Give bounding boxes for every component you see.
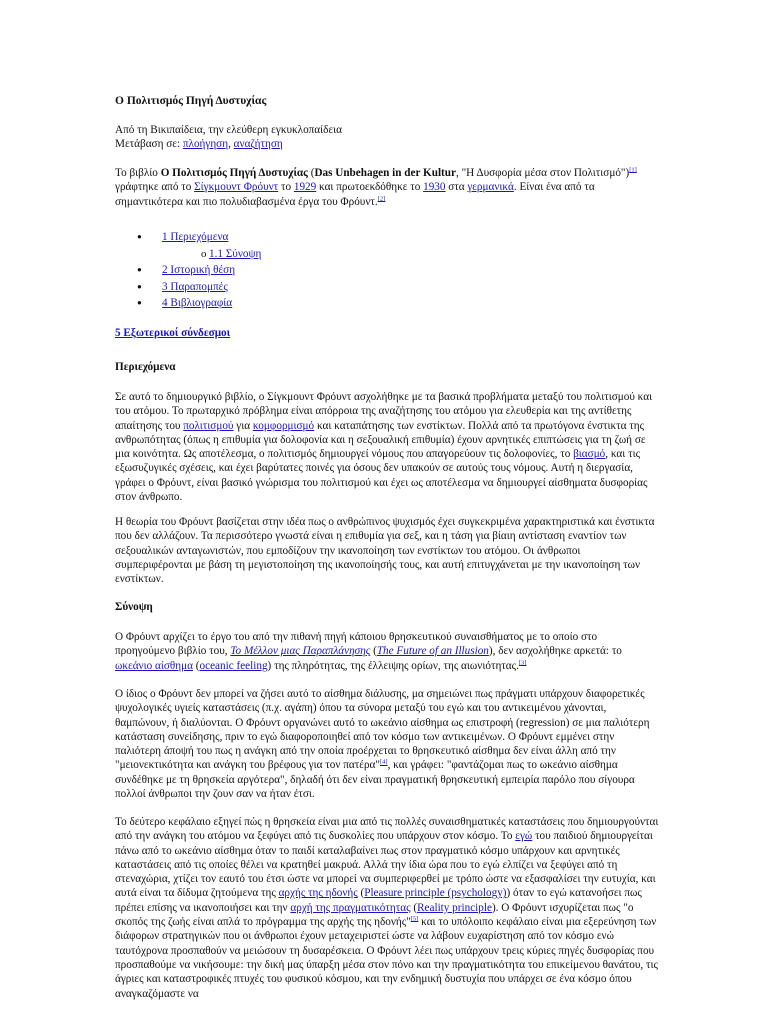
paragraph-3	[115, 630, 660, 673]
text: στα	[445, 181, 468, 194]
citation-link[interactable]: [5]	[410, 915, 419, 923]
navigation-link[interactable]: πλοήγηση	[182, 138, 229, 151]
pleasure-principle-link[interactable]: αρχής της ηδονής	[278, 887, 358, 900]
paragraph-2: Η θεωρία του Φρόυντ βασίζεται στην ιδέα πως ο ανθρώπινος ψυχισμός έχει συγκεκριμένα χαρακτηριστικά και ένστικτα που δεν αλλάζουν. Τα περισσότερο γνωστά είναι η επιθυμία για σεξ, και η τάση για βίαιη αντίσταση εναντίον των σεξουαλικών ανταγωνιστών, που εμποδίζουν την ικανοποίηση των ενστίκτων του ατόμου. Οι άνθρωποι συμπεριφέρονται με βάση τη μεγιστοποίηση της ικανοποίησής τους, και αυτή επιτυγχάνεται με την ικανοποίηση των ενστίκτων.	[115, 516, 655, 586]
text: Το δεύτερο κεφάλαιο εξηγεί πώς η θρησκεία είναι μια από τις πολλές συναισθηματικές καταστάσεις που δημιουργούνται από την ανάγκη του ατόμου να ξεφύγει από τις δυσκολίες που υπάρχουν στον κόσμο. Το	[115, 816, 659, 843]
text: (	[410, 901, 418, 914]
toc-subitem	[115, 247, 660, 264]
bold-original-title: Das Unbehagen in der Kultur	[314, 167, 456, 179]
text: το	[278, 181, 294, 194]
text: και πρωτοεκδόθηκε το	[316, 181, 424, 194]
toc-item	[115, 296, 660, 313]
pleasure-principle-en-link[interactable]: Pleasure principle (psychology)	[364, 887, 507, 900]
citation-link[interactable]: [2]	[377, 194, 386, 202]
freud-link[interactable]: Σίγκμουντ Φρόυντ	[194, 181, 279, 194]
reality-principle-en-link[interactable]: Reality principle	[417, 901, 492, 914]
year-1929-link[interactable]: 1929	[293, 181, 317, 194]
text: , "Η Δυσφορία μέσα στον Πολιτισμό")	[455, 167, 630, 179]
nav-separator: ,	[228, 138, 234, 151]
text: και το υπόλοιπο κεφάλαιο είναι μια εξερεύνηση των διάφορων στρατηγικών που οι άνθρωποι έχουν μεταχειριστεί ώστε να λάβουν ευχαρίστηση από τον κόσμο ενώ ταυτόχρονα προσπαθούν να μειώσουν τη δυσαρέσκεια. Ο Φρόυντ λέει πως υπάρχουν τρεις κύριες πηγές δυσφορίας που προσπαθούμε να νικήσουμε: την δική μας ύπαρξη μέσα στον πόνο και την πραγματικότητα του επικείμενου θανάτου, τις άγριες και καταστροφικές πτυχές του φυσικού κόσμου, και την ενδημική δυστυχία που υπάρχει σε ένα κόσμο όπου αναγκαζόμαστε να	[115, 916, 658, 1000]
paragraph-1	[115, 390, 660, 504]
text: (	[193, 659, 200, 672]
article-title: Ο Πολιτισμός Πηγή Δυστυχίας	[115, 95, 267, 107]
text: Ο Φρόυντ αρχίζει το έργο του από την πιθανή πηγή κάποιου θρησκευτικού συναισθήματος με το οποίο στο προηγούμενο βιβλίο του,	[115, 631, 598, 658]
text: . Είναι ένα από τα σημαντικότερα και πιο πολυδιαβασμένα έργα του Φρόυντ.	[115, 181, 595, 208]
table-of-contents	[115, 230, 660, 313]
citation-link[interactable]: [4]	[379, 758, 388, 766]
paragraph-4	[115, 687, 660, 801]
civilization-link[interactable]: πολιτισμού	[183, 419, 234, 432]
text: και καταπάτησης των ενστίκτων. Πολλά από τα πρωτόγονα ένστικτα της ανθρωπότητας (όπως η επιθυμία για δολοφονία και η σεξουαλική επιθυμία) έχουν αρνητικές επιπτώσεις για τη ζωή σε μια κοινότητα. Ως αποτέλεσμα, ο πολιτισμός δημιουργεί νόμους που απαγορεύουν τις δολοφονίες, το	[115, 419, 646, 461]
future-of-illusion-link[interactable]: Το Μέλλον μιας Παραπλάνησης	[230, 645, 371, 658]
section-heading-contents: Περιεχόμενα	[115, 361, 176, 373]
text: για	[233, 419, 253, 432]
toc-item	[115, 263, 660, 280]
text: ) της πληρότητας, της έλλειψης ορίων, της αιωνιότητας.	[267, 659, 519, 672]
toc-link-historical-position[interactable]: 2 Ιστορική θέση	[162, 264, 236, 276]
source-line: Από τη Βικιπαίδεια, την ελεύθερη εγκυκλοπαίδεια	[115, 124, 343, 136]
toc-item	[115, 230, 660, 247]
citation-link[interactable]: [1]	[629, 166, 637, 174]
text: , και τις εξωσυζυγικές σχέσεις, και έχει βαρύτατες ποινές για όσους δεν υπακούν σε αυτούς τους νόμους. Αυτή η διεργασία, γράφει ο Φρόυντ, είναι βασικό γνώρισμα του πολιτισμού και έχει ως αποτέλεσμα να δημιουργεί αίσθηματα δυσφορίας στον άνθρωπο.	[115, 448, 648, 504]
reality-principle-link[interactable]: αρχή της πραγματικότητας	[290, 901, 411, 914]
text: ), δεν ασχολήθηκε αρκετά: το	[488, 645, 622, 658]
oceanic-feeling-link[interactable]: ωκεάνιο αίσθημα	[115, 659, 193, 672]
section-heading-summary: Σύνοψη	[115, 601, 153, 613]
rape-link[interactable]: βιασμό	[573, 448, 606, 461]
text: ). Ο Φρόυντ ισχυρίζεται πως "ο σκοπός της ζωής είναι απλά το πρόγραμμα της αρχής της ηδονής"	[115, 901, 634, 929]
toc-link-contents[interactable]: 1 Περιεχόμενα	[162, 231, 229, 243]
toc-item	[115, 280, 660, 297]
search-link[interactable]: αναζήτηση	[233, 138, 283, 151]
external-links-link[interactable]: 5 Εξωτερικοί σύνδεσμοι	[115, 327, 231, 339]
bold-title: Ο Πολιτισμός Πηγή Δυστυχίας	[160, 167, 308, 179]
conformism-link[interactable]: κομφορμισμό	[252, 419, 315, 432]
jump-to-line	[115, 137, 660, 151]
text: (	[370, 645, 377, 658]
citation-link[interactable]: [3]	[518, 658, 527, 666]
text: , και γράφει: "φαντάζομαι πως το ωκεάνιο αίσθημα συνδέθηκε με τη θρησκεία αργότερα", δηλαδή ότι δεν είναι πραγματική θρησκευτική εμπειρία παρόλο που σίγουρα πολλοί άνθρωποι την ζουν σαν να ήταν έτσι.	[115, 759, 635, 801]
text: (	[357, 887, 365, 900]
intro-paragraph	[115, 166, 660, 209]
text: γράφτηκε από το	[115, 181, 195, 194]
text: ) όταν το εγώ κατανοήσει πως πρέπει επίσης να ικανοποιήσει και την	[115, 887, 642, 914]
text: Το βιβλίο	[115, 167, 161, 179]
toc-link-references[interactable]: 3 Παραπομπές	[162, 280, 228, 293]
ego-link[interactable]: εγώ	[515, 830, 533, 843]
external-links-heading	[115, 326, 660, 340]
text: Ο ίδιος ο Φρόυντ δεν μπορεί να ζήσει αυτό το αίσθημα διάλυσης, μα σημειώνει πως πράγματι υπάρχουν διαφορετικές ψυχολογικές υγιείς καταστάσεις (π.χ. αγάπη) όπου τα σύνορα μεταξύ του εγώ και του αντικειμένου χάνονται, θαμπώνουν, ή διαλύονται. Ο Φρόυντ οργανώνει αυτό το ωκεάνιο αίσθημα ως επιστροφή (regression) σε μια παλιότερη κατάσταση συνείδησης, πριν το εγώ διαφοροποιηθεί από τον κόσμο των αντικειμένων. Ο Φρόυντ εμμένει στην παλιότερη άποψή του πως η ανάγκη από την οποία προέρχεται το θρησκευτικό αίσθημα δεν είναι άλλη από την "μειονεκτικότητα και ανάγκη του βρέφους για τον πατέρα"	[115, 688, 650, 772]
jump-to-label: Μετάβαση σε:	[115, 138, 183, 151]
future-of-illusion-en-link[interactable]: The Future of an Illusion	[376, 645, 489, 658]
year-1930-link[interactable]: 1930	[423, 181, 446, 194]
toc-link-summary[interactable]: 1.1 Σύνοψη	[209, 247, 262, 260]
article-subtitle	[115, 123, 660, 152]
text: (	[307, 167, 315, 179]
toc-link-bibliography[interactable]: 4 Βιβλιογραφία	[162, 297, 233, 309]
paragraph-5	[115, 815, 660, 1001]
german-link[interactable]: γερμανικά	[467, 181, 514, 194]
text: Σε αυτό το δημιουργικό βιβλίο, ο Σίγκμουντ Φρόυντ ασχολήθηκε με τα βασικά προβλήματα μεταξύ του πολιτισμού και του ατόμου. Το πρωταρχικό πρόβλημα είναι απόρροια της αναζήτησης του ατόμου για ελευθερία και της αντίθετης απαίτησης του	[115, 391, 653, 432]
text: του παιδιού δημιουργείται πάνω από το ωκεάνιο αίσθημα όταν το παιδί καταλαβαίνει πως στον πραγματικό κόσμο υπάρχουν και αρνητικές καταστάσεις από τις οποίες θέλει να κρατηθεί μακρυά. Αλλά την ίδια ώρα που το εγώ ελπίζει να ξεφύγει από τη στεναχώρια, χτίζει τον εαυτό του έτσι ώστε να μπορεί να συμπεριφερθεί με τρόπο ώστε να εξασφαλίσει την ευτυχία, και αυτά είναι τα δίδυμα ζητούμενα της	[115, 830, 656, 900]
oceanic-feeling-en-link[interactable]: oceanic feeling	[199, 659, 268, 672]
